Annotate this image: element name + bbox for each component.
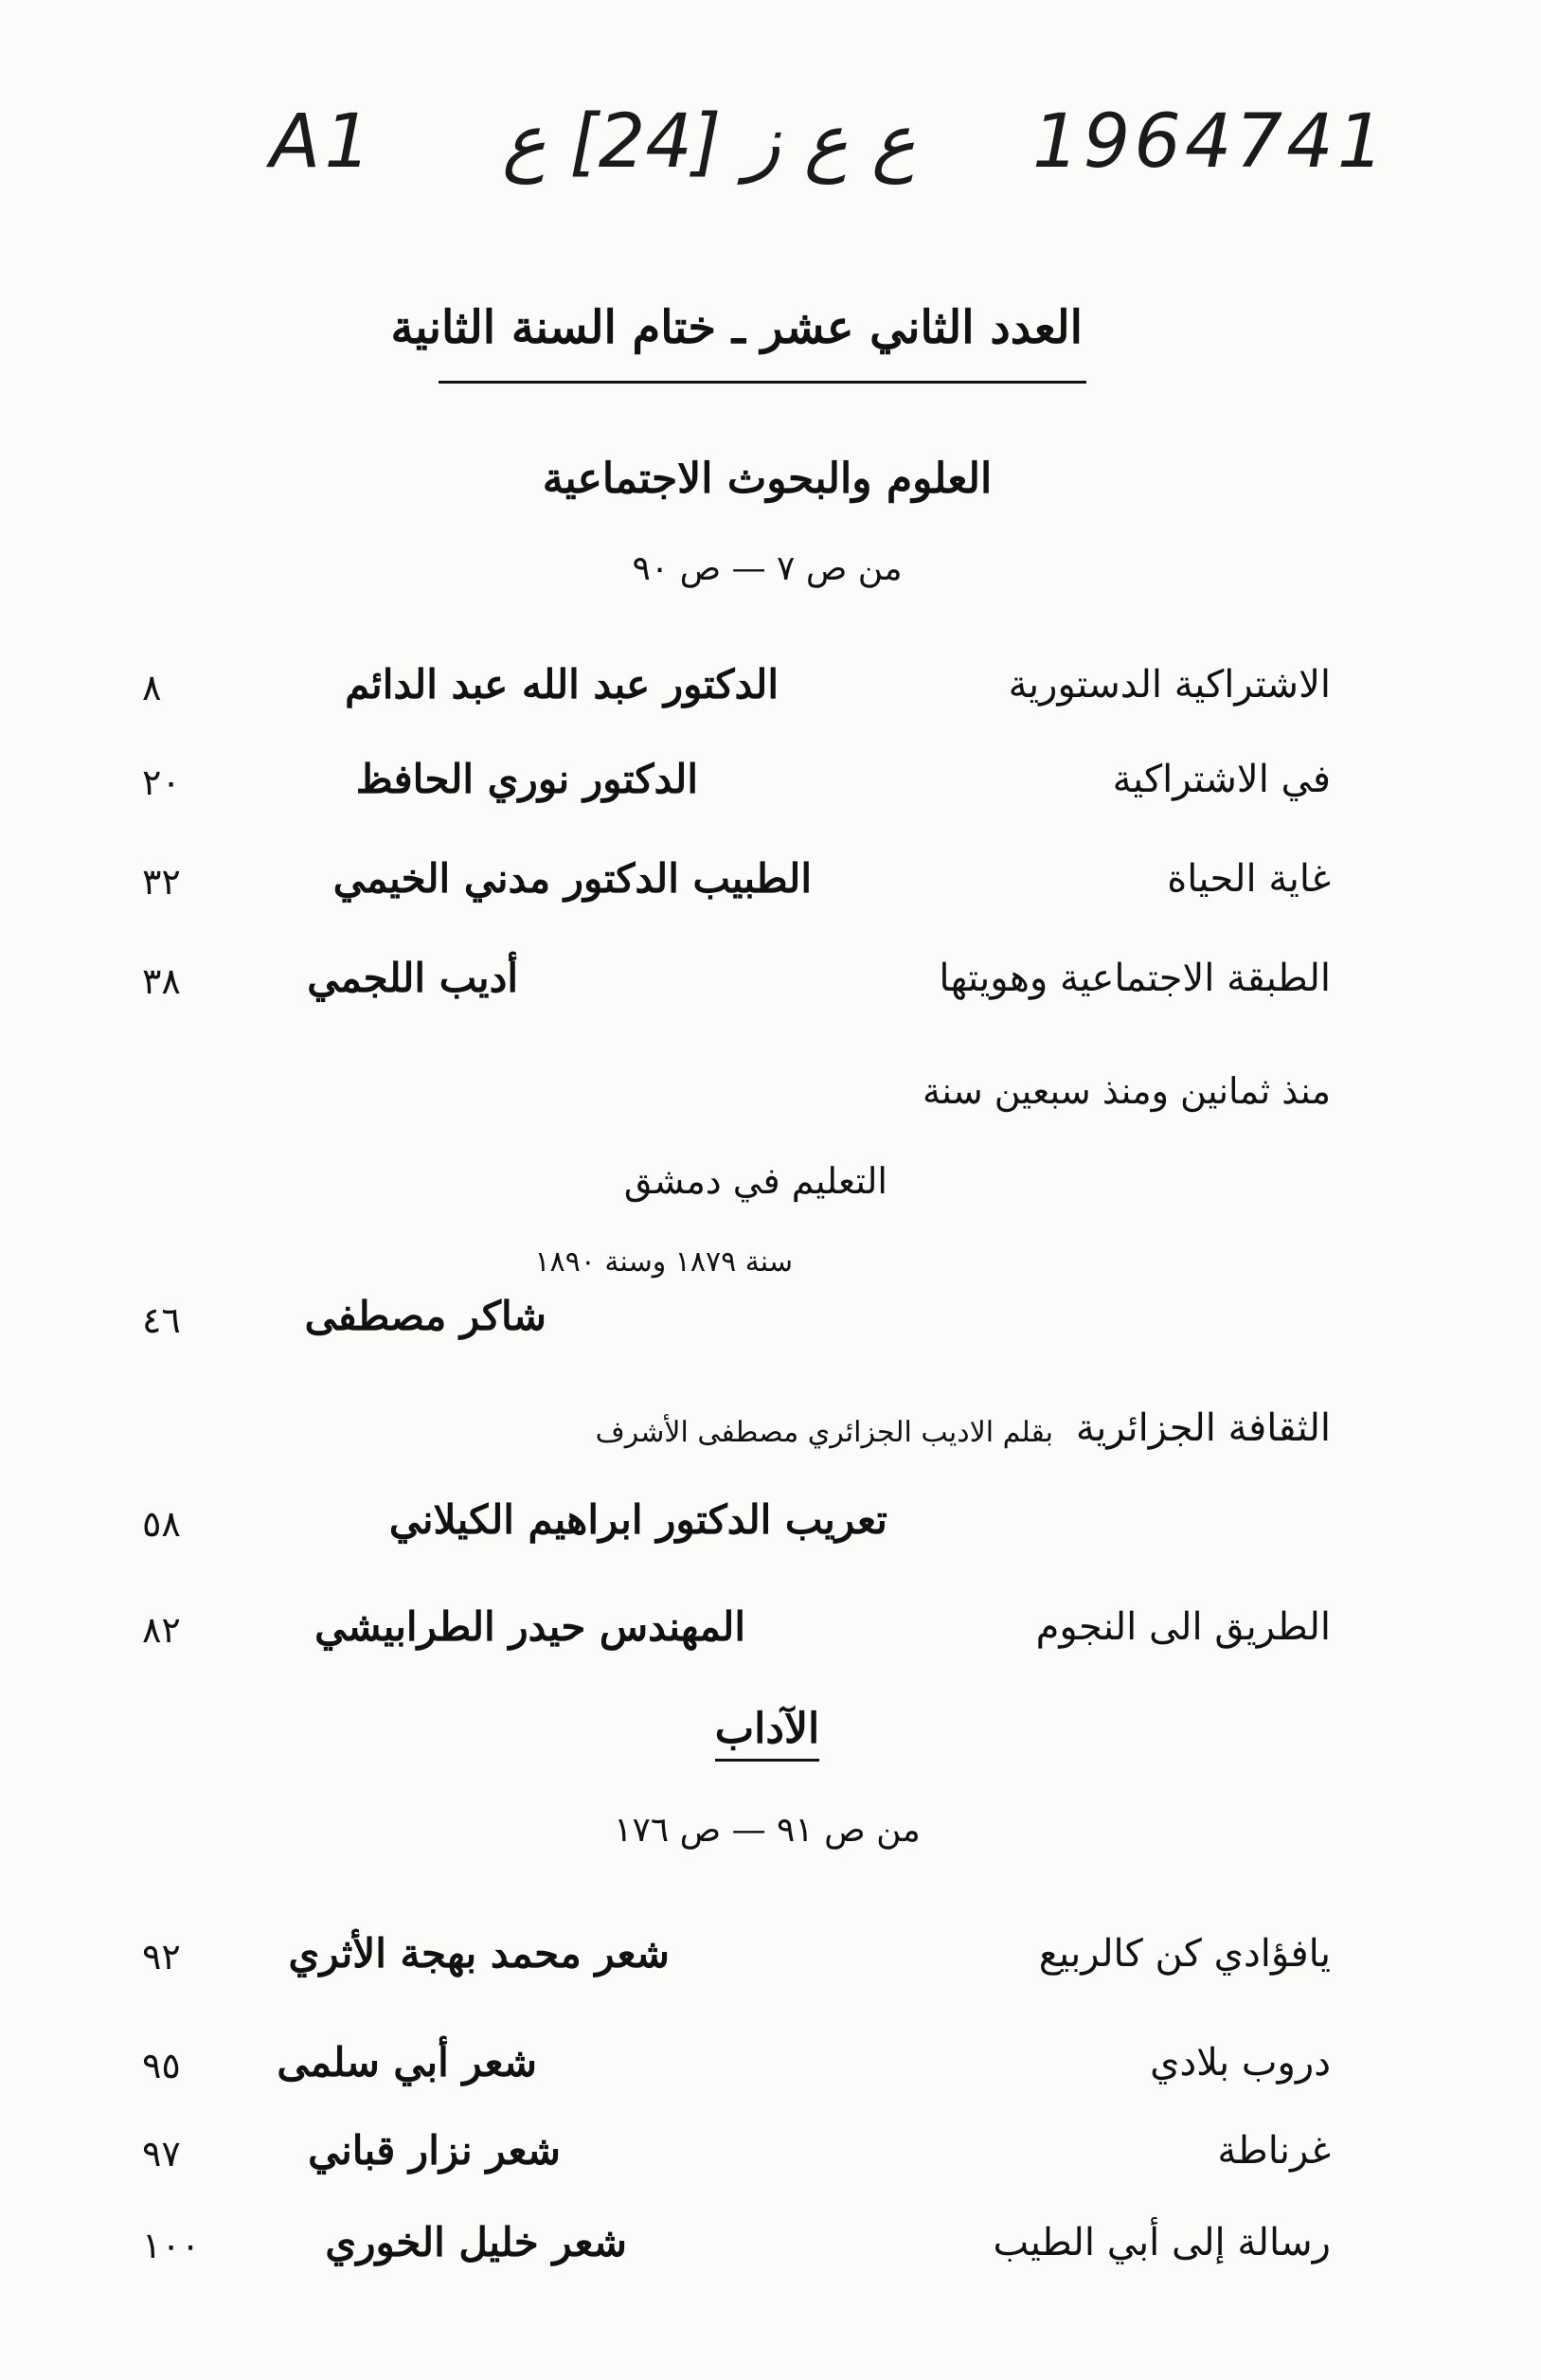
entry-author: المهندس حيدر الطرابيشي (314, 1603, 745, 1650)
entry-author: شعر خليل الخوري (325, 2219, 627, 2265)
entry-author: شعر أبي سلمى (277, 2039, 537, 2085)
entry-page: ٩٥ (142, 2045, 181, 2086)
entry-page: ٣٨ (142, 960, 181, 1002)
entry-title: دروب بلادي (1150, 2041, 1331, 2085)
handwritten-code-left: A1 (270, 99, 375, 185)
entry-page: ٤٦ (142, 1299, 181, 1341)
handwritten-code-right: 1964741 (1032, 99, 1389, 185)
section-title-literature (701, 1705, 833, 1753)
section-range-literature: من ص ٩١ — ص ١٧٦ (614, 1811, 921, 1850)
entry-page: ٩٢ (142, 1936, 181, 1977)
entry-author: شعر نزار قباني (308, 2127, 561, 2174)
section-range-social: من ص ٧ — ص ٩٠ (632, 549, 903, 588)
issue-title-rule (439, 381, 1086, 384)
entry-page: ٩٧ (142, 2133, 181, 2174)
entry-author: الطبيب الدكتور مدني الخيمي (332, 855, 812, 902)
section-title-social: العلوم والبحوث الاجتماعية (542, 455, 993, 503)
entry-author: شعر محمد بهجة الأثري (288, 1930, 670, 1977)
entry-title: غاية الحياة (1167, 857, 1331, 901)
entry-note: بقلم الاديب الجزائري مصطفى الأشرف (595, 1416, 1053, 1449)
entry-page: ٣٢ (142, 861, 181, 903)
entry-page: ٨ (142, 667, 162, 708)
entry-subtitle: التعليم في دمشق (623, 1160, 887, 1202)
entry-title: في الاشتراكية (1112, 758, 1331, 801)
entry-author: الدكتور عبد الله عبد الدائم (345, 661, 779, 707)
entry-page: ٥٨ (142, 1503, 181, 1545)
entry-title: غرناطة (1217, 2129, 1331, 2173)
entry-title: رسالة إلى أبي الطيب (993, 2221, 1331, 2264)
section-title-literature-text: الآداب (715, 1705, 820, 1762)
entry-title: الطبقة الاجتماعية وهويتها (939, 957, 1331, 1000)
issue-title: العدد الثاني عشر ـ ختام السنة الثانية (390, 301, 1083, 354)
entry-title: الثقافة الجزائرية (1075, 1406, 1331, 1450)
entry-page: ٢٠ (142, 761, 181, 803)
entry-page: ١٠٠ (142, 2225, 201, 2266)
entry-author: تعريب الدكتور ابراهيم الكيلاني (388, 1496, 887, 1543)
entry-page: ٨٢ (142, 1609, 181, 1651)
entry-author: شاكر مصطفى (304, 1293, 547, 1339)
handwritten-code-middle: ع ع ز [24] ع (502, 99, 916, 185)
entry-title: الطريق الى النجوم (1035, 1605, 1331, 1649)
entry-title: منذ ثمانين ومنذ سبعين سنة (922, 1070, 1331, 1112)
entry-title: يافؤادي كن كالربيع (1038, 1932, 1331, 1976)
entry-author: الدكتور نوري الحافظ (355, 756, 698, 802)
entry-title: الاشتراكية الدستورية (1008, 663, 1331, 707)
entry-note: سنة ١٨٧٩ وسنة ١٨٩٠ (534, 1245, 793, 1279)
entry-author: أديب اللجمي (307, 955, 518, 1001)
